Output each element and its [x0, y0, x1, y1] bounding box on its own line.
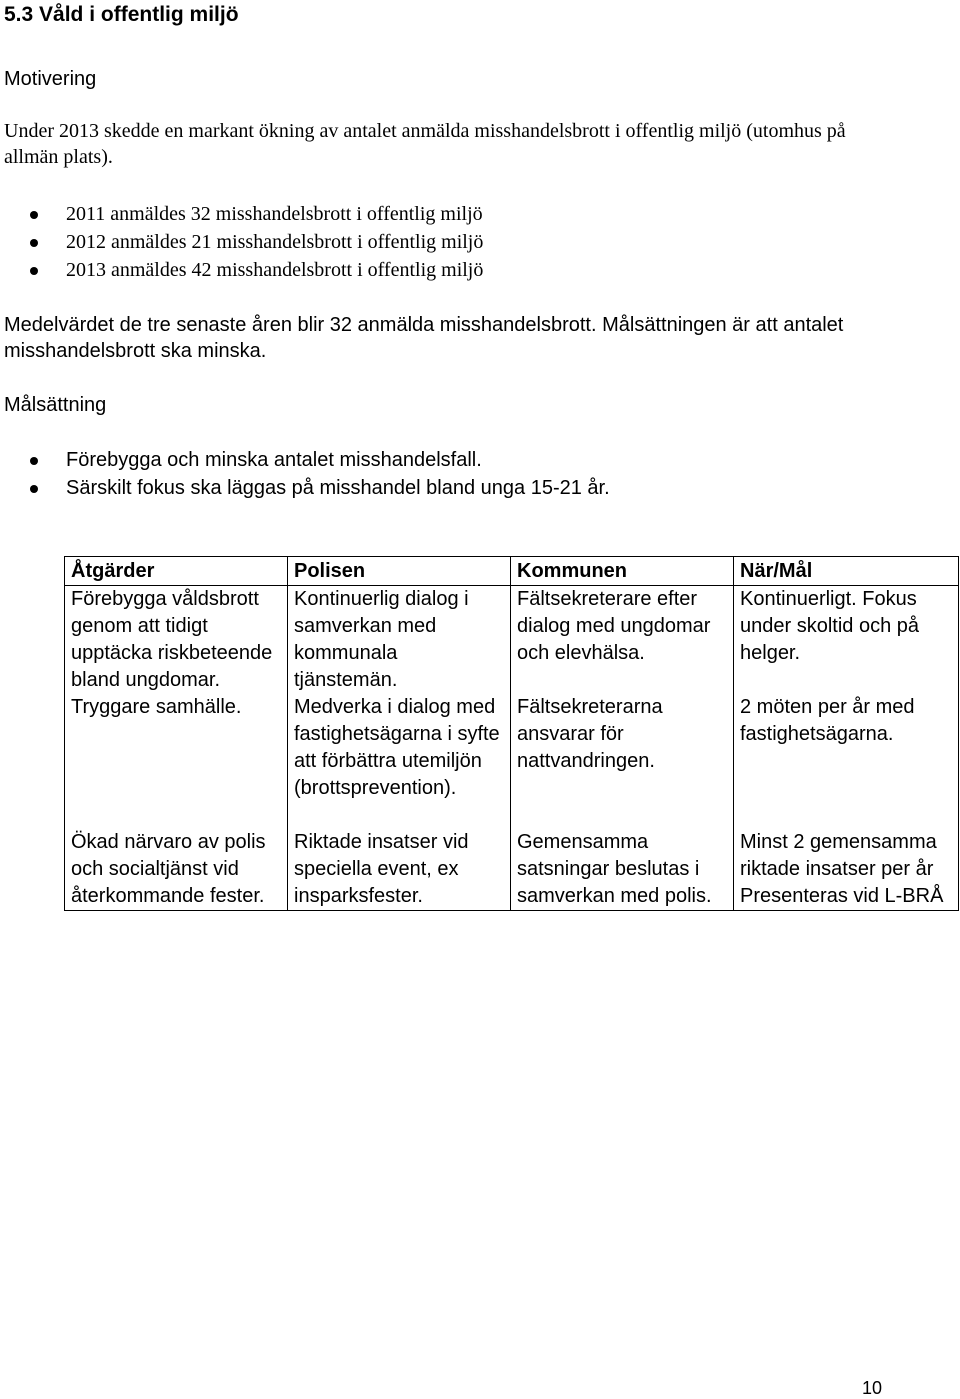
- list-item: [0, 446, 610, 474]
- bullet-icon: [30, 457, 38, 465]
- motivation-heading: Motivering: [4, 68, 97, 90]
- list-item: [0, 474, 610, 502]
- table-row: [65, 829, 959, 911]
- table-header-row: [65, 557, 959, 586]
- bullet-icon: [30, 267, 38, 275]
- goal-text: Förebygga och minska antalet misshandelsfall.: [66, 449, 482, 471]
- table-row: [65, 586, 959, 695]
- stat-text: 2013 anmäldes 42 misshandelsbrott i offentlig miljö: [66, 259, 484, 281]
- measures-table: [64, 556, 959, 911]
- table-cell: Minst 2 gemensamma riktade insatser per år Presenteras vid L-BRÅ: [734, 829, 959, 911]
- goals-list: [0, 446, 610, 502]
- table-cell: 2 möten per år med fastighetsägarna.: [734, 694, 959, 829]
- table-cell: Fältsekreterarna ansvarar för nattvandringen.: [511, 694, 734, 829]
- list-item: [0, 200, 483, 228]
- column-header: Kommunen: [511, 557, 734, 586]
- table-cell: Ökad närvaro av polis och socialtjänst vid återkommande fester.: [65, 829, 288, 911]
- table-cell: Förebygga våldsbrott genom att tidigt upptäcka riskbeteende bland ungdomar.: [65, 586, 288, 695]
- table-cell: Fältsekreterare efter dialog med ungdomar och elevhälsa.: [511, 586, 734, 695]
- column-header: Åtgärder: [65, 557, 288, 586]
- stats-list: [0, 200, 483, 284]
- average-paragraph: Medelvärdet de tre senaste åren blir 32 anmälda misshandelsbrott. Målsättningen är att antalet misshandelsbrott ska minska.: [4, 314, 844, 362]
- table-cell: Kontinuerligt. Fokus under skoltid och på helger.: [734, 586, 959, 695]
- section-heading: 5.3 Våld i offentlig miljö: [4, 3, 239, 26]
- table-cell: Gemensamma satsningar beslutas i samverkan med polis.: [511, 829, 734, 911]
- stat-text: 2011 anmäldes 32 misshandelsbrott i offentlig miljö: [66, 203, 483, 225]
- table-cell: Tryggare samhälle.: [65, 694, 288, 829]
- column-header: När/Mål: [734, 557, 959, 586]
- page-number: 10: [862, 1378, 883, 1398]
- stat-text: 2012 anmäldes 21 misshandelsbrott i offentlig miljö: [66, 231, 484, 253]
- motivation-paragraph: Under 2013 skedde en markant ökning av antalet anmälda misshandelsbrott i offentlig miljö (utomhus på allmän plats).: [4, 120, 846, 168]
- goal-text: Särskilt fokus ska läggas på misshandel bland unga 15-21 år.: [66, 477, 610, 499]
- goal-heading: Målsättning: [4, 394, 107, 416]
- table-cell: Medverka i dialog med fastighetsägarna i syfte att förbättra utemiljön (brottsprevention).: [288, 694, 511, 829]
- bullet-icon: [30, 239, 38, 247]
- bullet-icon: [30, 485, 38, 493]
- table-row: [65, 694, 959, 829]
- list-item: [0, 228, 483, 256]
- table-cell: Riktade insatser vid speciella event, ex insparksfester.: [288, 829, 511, 911]
- column-header: Polisen: [288, 557, 511, 586]
- table-cell: Kontinuerlig dialog i samverkan med kommunala tjänstemän.: [288, 586, 511, 695]
- bullet-icon: [30, 211, 38, 219]
- list-item: [0, 256, 483, 284]
